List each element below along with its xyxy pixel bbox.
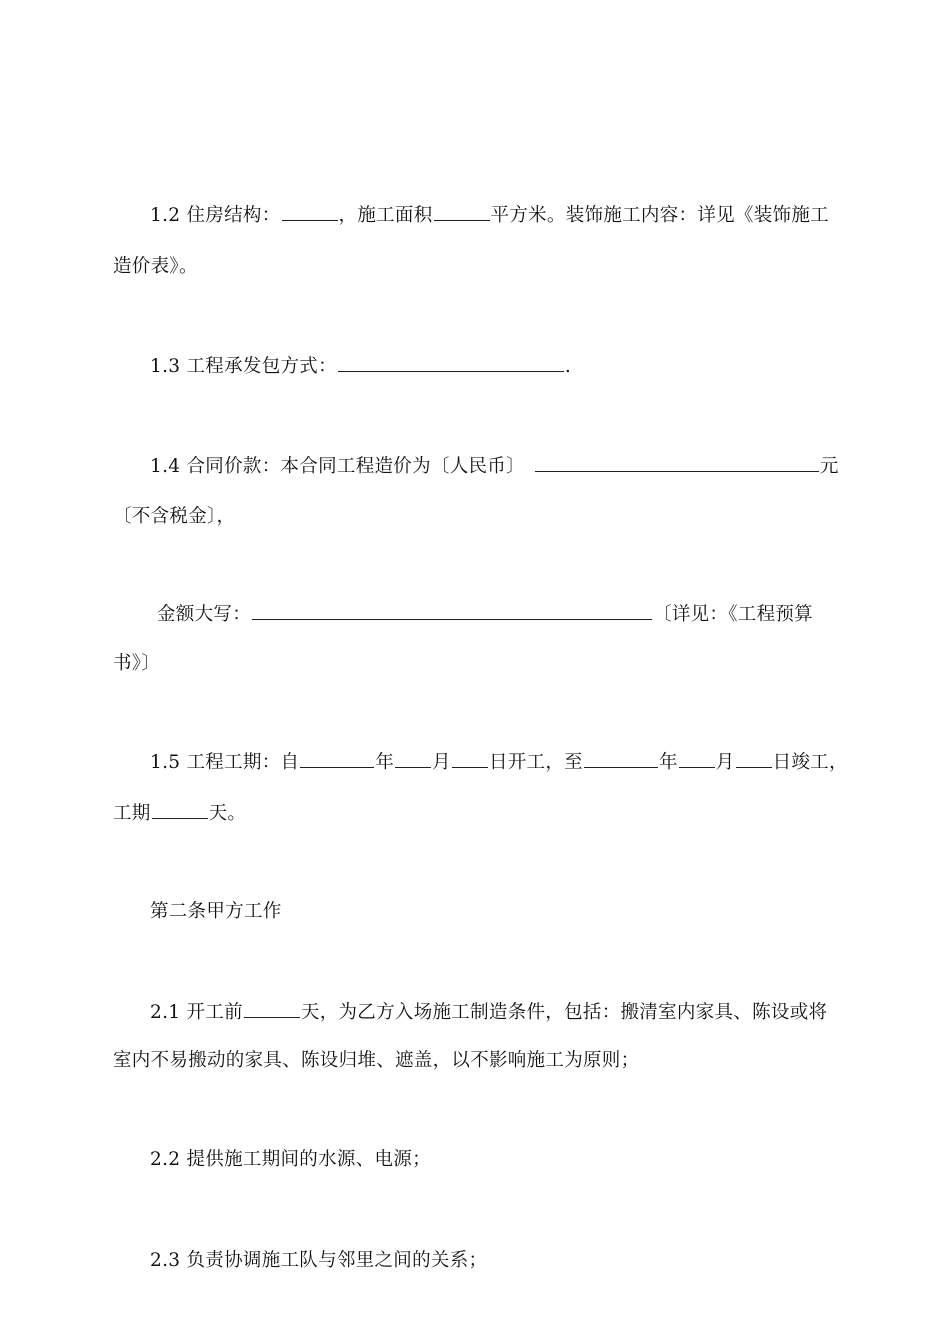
clause-1-4-label: 1.4 合同价款：本合同工程造价为〔人民币〕 xyxy=(150,456,525,477)
clause-1-5-line-1 xyxy=(150,749,848,775)
clause-1-5-label: 1.5 工程工期：自 xyxy=(150,752,300,773)
amount-words-label: 金额大写： xyxy=(157,604,252,625)
clause-1-5-line-2 xyxy=(113,800,246,826)
clause-1-4-line-1 xyxy=(150,453,839,479)
clause-1-3-label: 1.3 工程承发包方式： xyxy=(150,356,337,377)
content-text: 平方米。装饰施工内容：详见《装饰施工 xyxy=(490,205,829,226)
clause-2-1-text-2: 室内不易搬动的家具、陈设归堆、遮盖，以不影响施工为原则； xyxy=(113,1050,640,1071)
clause-1-3-period: . xyxy=(564,356,572,377)
clause-2-1-text: 天，为乙方入场施工制造条件，包括：搬清室内家具、陈设或将 xyxy=(300,1002,828,1023)
end-label: 日竣工， xyxy=(772,752,848,773)
clause-1-2-line-2 xyxy=(113,255,198,279)
start-day-blank xyxy=(452,749,488,768)
clause-1-4-line-2 xyxy=(113,505,235,529)
currency-unit: 元 xyxy=(819,456,839,477)
duration-label: 工期 xyxy=(113,803,151,824)
clause-2-1-label: 2.1 开工前 xyxy=(150,1002,243,1023)
price-table-ref: 造价表》。 xyxy=(113,256,198,277)
amount-words-line-1 xyxy=(157,601,813,627)
year-label: 年 xyxy=(375,752,395,773)
tax-note: 〔不含税金〕， xyxy=(113,506,236,527)
clause-1-2-line-1 xyxy=(150,202,829,228)
clause-2-3: 2.3 负责协调施工队与邻里之间的关系； xyxy=(150,1250,488,1271)
month-label: 月 xyxy=(432,752,451,773)
start-year-blank xyxy=(300,749,374,768)
price-blank xyxy=(535,453,819,472)
clause-1-2-label: 1.2 住房结构： xyxy=(150,205,281,226)
end-month-blank xyxy=(679,749,715,768)
article-2-heading: 第二条甲方工作 xyxy=(150,901,282,922)
budget-ref: 〔详见：《工程预算 xyxy=(653,604,813,625)
amount-words-blank xyxy=(252,601,652,620)
days-unit: 天。 xyxy=(208,803,247,824)
days-before-blank xyxy=(244,999,300,1018)
area-blank xyxy=(434,202,490,221)
clause-2-1-line-2 xyxy=(113,1049,639,1073)
year-label-2: 年 xyxy=(658,752,678,773)
start-label: 日开工，至 xyxy=(488,752,583,773)
amount-words-line-2 xyxy=(113,652,160,676)
duration-blank xyxy=(152,800,208,819)
clause-2-1-line-1 xyxy=(150,999,827,1025)
start-month-blank xyxy=(395,749,431,768)
clause-2-2: 2.2 提供施工期间的水源、电源； xyxy=(150,1149,431,1170)
clause-1-3 xyxy=(150,353,571,379)
budget-ref-end: 书》〕 xyxy=(113,653,161,674)
contract-mode-blank xyxy=(338,353,564,372)
area-label: ，施工面积 xyxy=(338,205,433,226)
month-label-2: 月 xyxy=(715,752,735,773)
end-day-blank xyxy=(736,749,772,768)
end-year-blank xyxy=(584,749,658,768)
structure-blank xyxy=(282,202,338,221)
